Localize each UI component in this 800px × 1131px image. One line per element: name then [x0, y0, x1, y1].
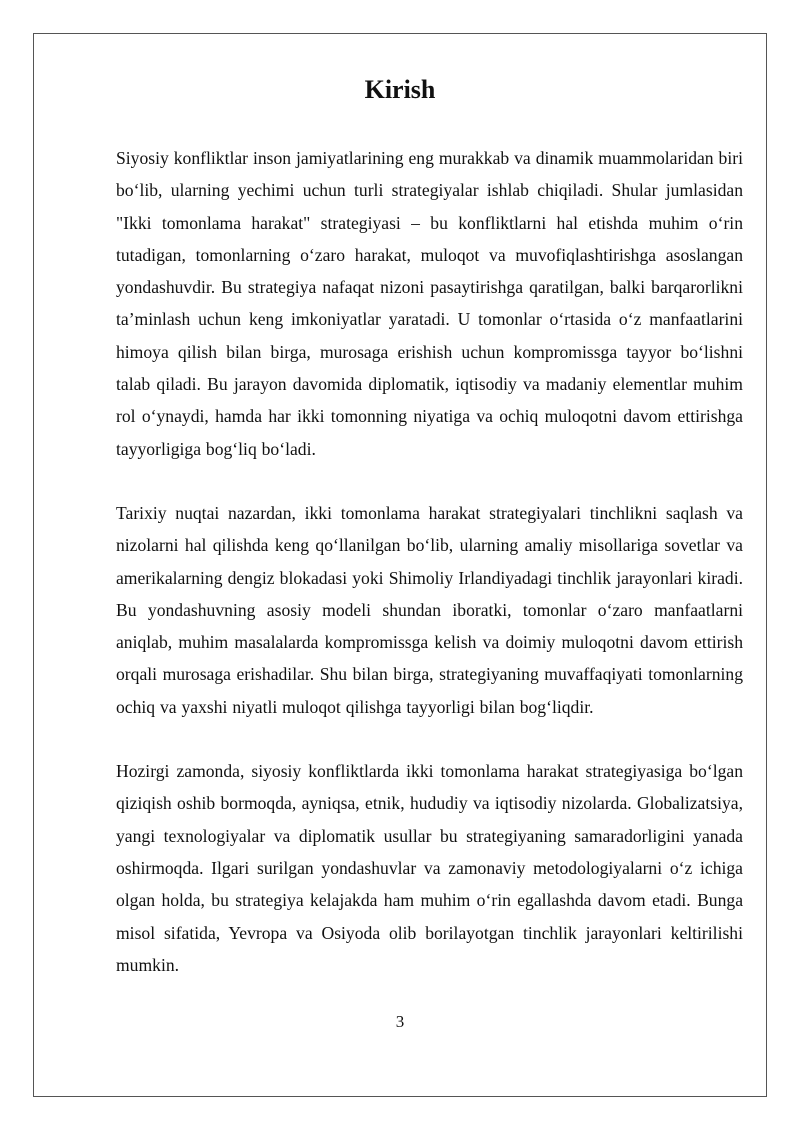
document-title: Kirish	[364, 75, 436, 104]
paragraph-3: Hozirgi zamonda, siyosiy konfliktlarda ikki tomonlama harakat strategiyasiga bo‘lgan qiziqish oshib bormoqda, ayniqsa, etnik, hududiy va iqtisodiy nizolarda. Globalizatsiya, yangi texnologiyalar va diplomatik usullar bu strategiyaning samaradorligini yanada oshirmoqda. Ilgari surilgan yondashuvlar va zamonaviy metodologiyalarni o‘z ichiga olgan holda, bu strategiya kelajakda ham muhim o‘rin egallashda davom etadi. Bunga misol sifatida, Yevropa va Osiyoda olib borilayotgan tinchlik jarayonlari keltirilishi mumkin.	[116, 761, 743, 975]
document-body	[116, 142, 743, 1013]
paragraph-1: Siyosiy konfliktlar inson jamiyatlarining eng murakkab va dinamik muammolaridan biri bo‘lib, ularning yechimi uchun turli strategiyalar ishlab chiqiladi. Shular jumlasidan "Ikki tomonlama harakat" strategiyasi – bu konfliktlarni hal etishda muhim o‘rin tutadigan, tomonlarning o‘zaro harakat, muloqot va muvofiqlashtirishga asoslangan yondashuvdir. Bu strategiya nafaqat nizoni pasaytirishga qaratilgan, balki barqarorlikni ta’minlash uchun keng imkoniyatlar yaratadi. U tomonlar o‘rtasida o‘z manfaatlarini himoya qilish bilan birga, murosaga erishish uchun kompromissga tayyor bo‘lishni talab qiladi. Bu jarayon davomida diplomatik, iqtisodiy va madaniy elementlar muhim rol o‘ynaydi, hamda har ikki tomonning niyatiga va ochiq muloqotni davom ettirishga tayyorligiga bog‘liq bo‘ladi.	[116, 148, 743, 459]
paragraph-2: Tarixiy nuqtai nazardan, ikki tomonlama harakat strategiyalari tinchlikni saqlash va nizolarni hal qilishda keng qo‘llanilgan bo‘lib, ularning amaliy misollariga sovetlar va amerikalarning dengiz blokadasi yoki Shimoliy Irlandiyadagi tinchlik jarayonlari kiradi. Bu yondashuvning asosiy modeli shundan iboratki, tomonlar o‘zaro manfaatlarni aniqlab, muhim masalalarda kompromissga kelish va doimiy muloqotni davom ettirish orqali murosaga erishadilar. Shu bilan birga, strategiyaning muvaffaqiyati tomonlarning ochiq va yaxshi niyatli muloqot qilishga tayyorligi bilan bog‘liqdir.	[116, 502, 743, 717]
page-number: 3	[395, 1012, 405, 1031]
